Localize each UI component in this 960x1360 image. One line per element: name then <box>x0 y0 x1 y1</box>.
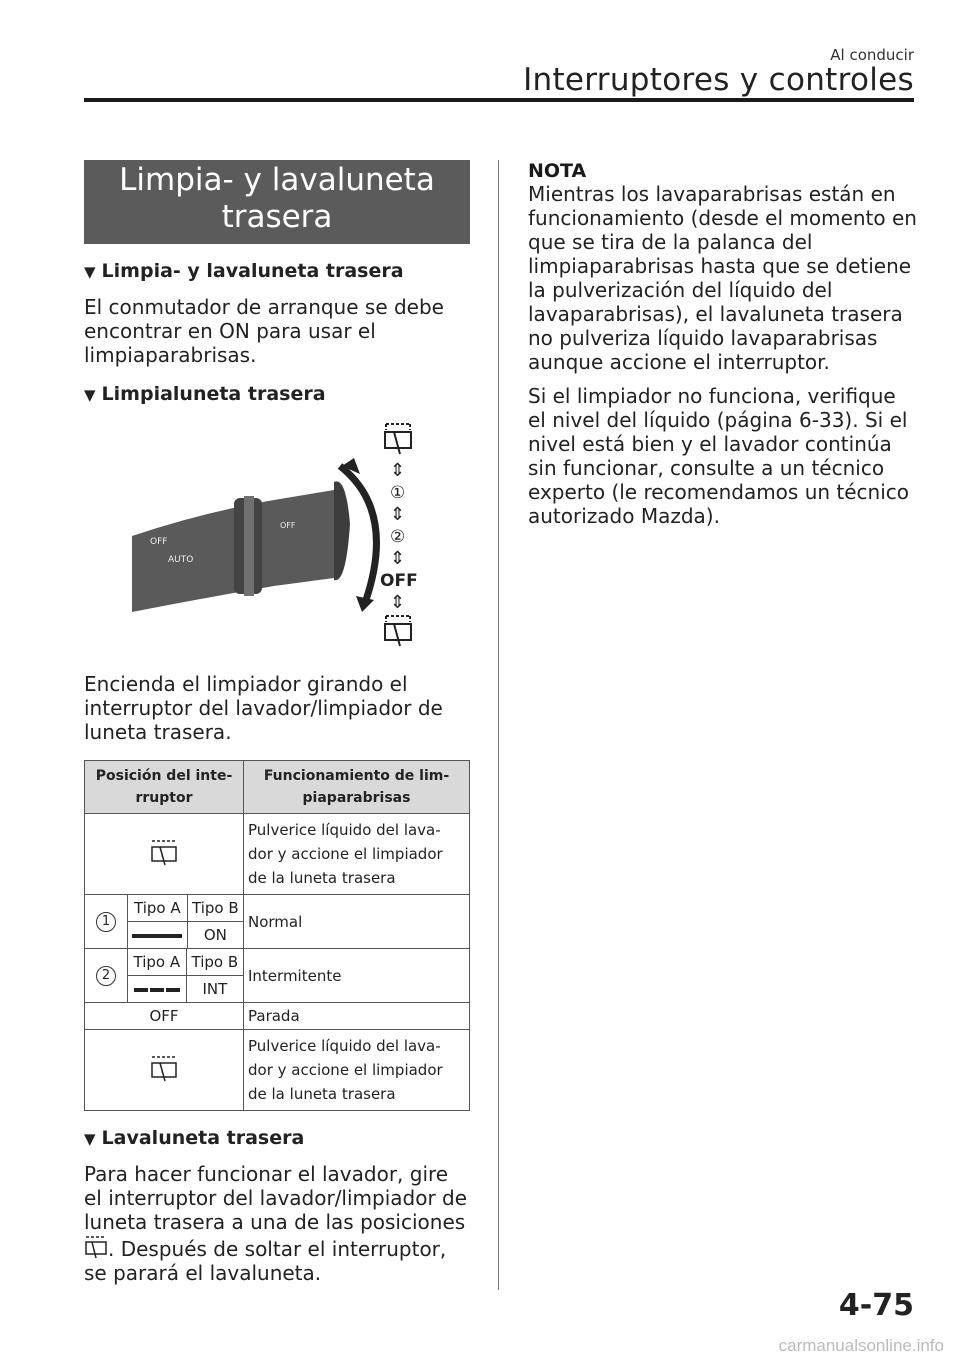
table-header: Funcionamiento de lim-piaparabrisas <box>244 761 470 814</box>
subheading-text: Limpia- y lavaluneta trasera <box>101 260 404 282</box>
table-row <box>85 814 470 895</box>
svg-text:⇕: ⇕ <box>390 548 406 569</box>
right-column <box>528 160 918 528</box>
column-divider <box>498 160 499 1290</box>
table-row <box>85 949 470 1003</box>
intermittent-bar-icon <box>133 980 181 998</box>
page-number: 4-75 <box>838 1288 914 1323</box>
off-position: OFF <box>85 1003 244 1030</box>
wash-description: Pulverice líquido del lava-dor y accione el limpiador de la luneta trasera <box>244 1030 470 1111</box>
svg-text:⇕: ⇕ <box>390 504 406 525</box>
table-row <box>85 1003 470 1030</box>
header-chapter: Interruptores y controles <box>523 62 914 98</box>
subheading-limpia-lavaluneta <box>84 258 470 285</box>
washer-icon-bottom <box>385 616 411 646</box>
triangle-icon: ▼ <box>84 263 96 281</box>
washer-icon <box>84 1234 108 1260</box>
subheading-limpialuneta <box>84 381 470 408</box>
table-row <box>85 1030 470 1111</box>
tipo-b: Tipo B <box>186 949 243 976</box>
operation-stop: Parada <box>244 1003 470 1030</box>
table-header: Posición del inte-rruptor <box>85 761 244 814</box>
svg-text:OFF: OFF <box>280 521 296 530</box>
washer-icon <box>150 1053 178 1083</box>
svg-text:⇕: ⇕ <box>390 592 406 613</box>
svg-text:OFF: OFF <box>150 537 168 547</box>
wash-description: Pulverice líquido del lava-dor y accione el limpiador de la luneta trasera <box>244 814 470 895</box>
watermark: carmanualsonline.info <box>778 1336 944 1355</box>
paragraph-part: Para hacer funcionar el lavador, gire el interruptor del lavador/limpiador de luneta trasera a una de las posiciones <box>84 1162 468 1234</box>
washer-icon <box>150 837 178 867</box>
note-label: NOTA <box>528 160 587 182</box>
position-cell <box>85 949 244 1003</box>
operation-normal: Normal <box>244 895 470 949</box>
paragraph-part: . Después de soltar el interruptor, se parará el lavaluneta. <box>84 1237 447 1285</box>
header-section: Al conducir <box>830 46 914 64</box>
note-paragraph: Mientras los lavaparabrisas están en funcionamiento (desde el momento en que se tira de la palanca del limpiaparabrisas hasta que se detiene la pulverización del líquido del lavaparabrisas), el lavaluneta trasera no pulveriza líquido lavaparabrisas aunque accione el interruptor. <box>528 182 917 374</box>
position-1-icon: 1 <box>96 912 116 932</box>
lever-body <box>132 490 334 612</box>
position-off: OFF <box>380 571 418 591</box>
paragraph <box>84 1162 470 1285</box>
lever-ring-2 <box>244 496 254 596</box>
section-title: Limpia- y lavaluneta trasera <box>84 160 470 244</box>
position-2: ② <box>390 527 406 547</box>
tipo-a: Tipo A <box>128 949 187 976</box>
subheading-text: Lavaluneta trasera <box>101 1127 305 1149</box>
subheading-text: Limpialuneta trasera <box>101 383 326 405</box>
wiper-position-table <box>84 760 470 1111</box>
triangle-icon: ▼ <box>84 386 96 404</box>
tipo-a: Tipo A <box>128 895 188 922</box>
on-label: ON <box>203 926 227 944</box>
position-cell <box>85 895 244 949</box>
svg-text:⇕: ⇕ <box>390 460 406 481</box>
tipo-b: Tipo B <box>187 895 243 922</box>
washer-cell <box>85 1030 244 1111</box>
paragraph: Encienda el limpiador girando el interruptor del lavador/limpiador de luneta trasera. <box>84 672 443 744</box>
table-row <box>85 895 470 949</box>
wiper-lever-figure <box>84 414 470 662</box>
position-2-icon: 2 <box>96 966 116 986</box>
washer-icon-top <box>385 424 411 454</box>
subheading-lavaluneta <box>84 1125 470 1152</box>
wiper-lever-illustration <box>84 414 470 662</box>
washer-cell <box>85 814 244 895</box>
int-label: INT <box>202 980 228 998</box>
triangle-icon: ▼ <box>84 1130 96 1148</box>
header-rule <box>84 98 914 102</box>
left-column <box>84 160 470 1285</box>
svg-text:AUTO: AUTO <box>168 555 194 565</box>
paragraph: El conmutador de arranque se debe encontrar en ON para usar el limpiaparabrisas. <box>84 295 444 367</box>
rotation-arrow-tail <box>356 596 374 612</box>
lever-knob <box>334 481 350 580</box>
position-column <box>380 424 418 646</box>
note-paragraph: Si el limpiador no funciona, verifique el nivel del líquido (página 6-33). Si el nivel está bien y el lavador continúa sin funcionar, consulte a un técnico experto (le recomendamos un técnico autorizado Mazda). <box>528 384 910 528</box>
position-1: ① <box>390 483 406 503</box>
continuous-bar-icon <box>132 934 182 938</box>
operation-intermittent: Intermitente <box>244 949 470 1003</box>
